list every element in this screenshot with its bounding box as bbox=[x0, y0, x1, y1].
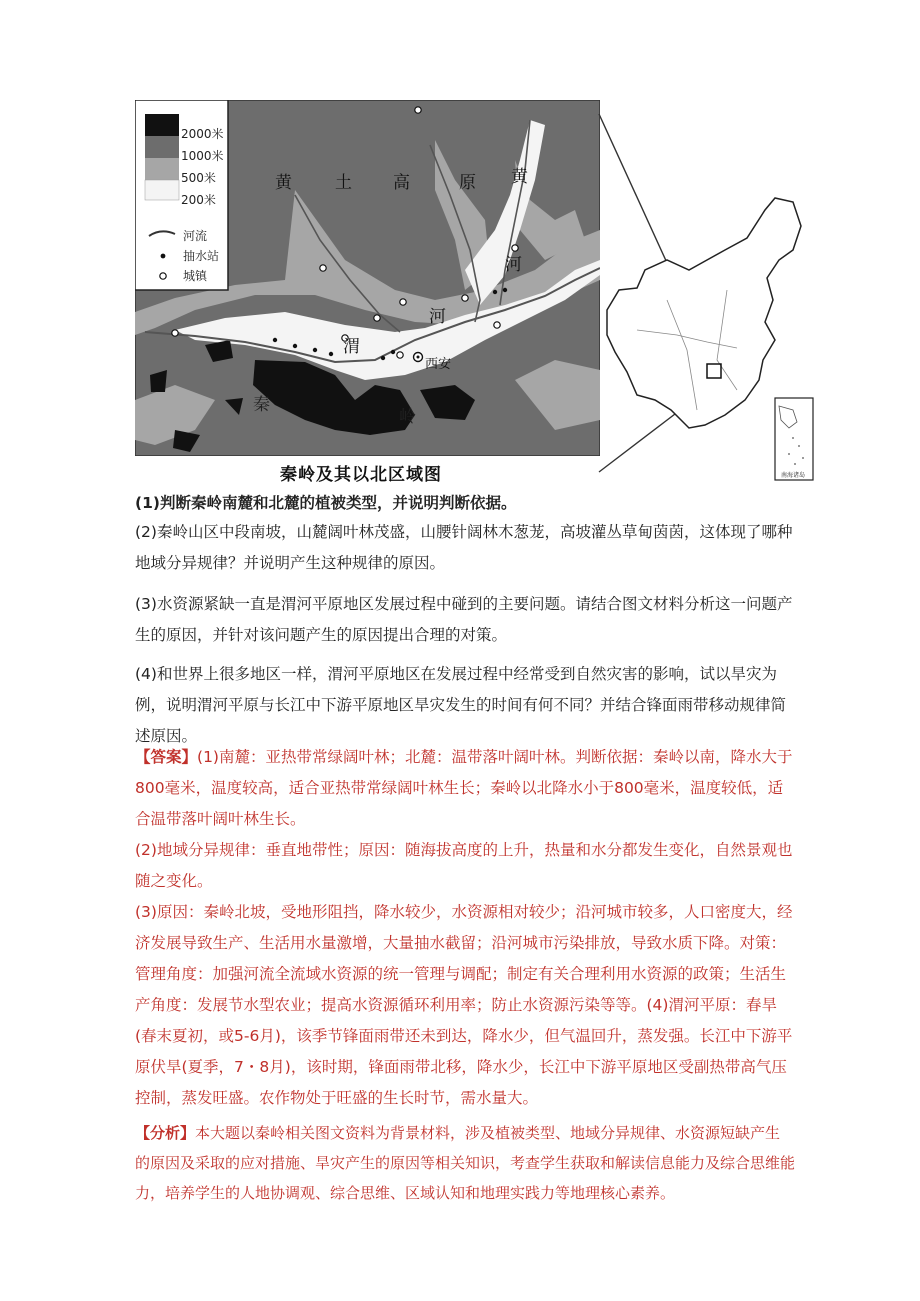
label-huanghe-2: 河 bbox=[505, 255, 522, 275]
question-3: (3)水资源紧缺一直是渭河平原地区发展过程中碰到的主要问题。请结合图文材料分析这一问题产生的原因，并针对该问题产生的原因提出合理的对策。 bbox=[135, 595, 793, 644]
label-yuan: 原 bbox=[459, 173, 476, 193]
answer-p1 bbox=[135, 742, 795, 835]
label-weihe-he: 河 bbox=[429, 307, 446, 327]
legend-200: 200米 bbox=[181, 193, 216, 207]
legend-1000: 1000米 bbox=[181, 149, 224, 163]
label-tu: 土 bbox=[335, 173, 352, 193]
label-qin: 秦 bbox=[253, 395, 270, 415]
map-caption: 秦岭及其以北区域图 bbox=[280, 465, 442, 485]
analysis-block bbox=[135, 1118, 795, 1208]
legend-2000: 2000米 bbox=[181, 127, 224, 141]
legend-river: 河流 bbox=[183, 229, 208, 243]
label-huanghe-1: 黄 bbox=[511, 167, 528, 187]
label-ling: 岭 bbox=[399, 407, 416, 427]
analysis-label: 【分析】 bbox=[135, 1124, 196, 1142]
qinling-region-map bbox=[135, 100, 600, 456]
answer-p3: (3)原因：秦岭北坡，受地形阻挡，降水较少，水资源相对较少；沿河城市较多，人口密度大，经济发展导致生产、生活用水量激增，大量抽水截留；沿河城市污染排放，导致水质下降。对策：管理角度：加强河流全流域水资源的统一管理与调配；制定有关合理利用水资源的政策；生活生产角度：发展节水型农业；提高水资源循环利用率；防止水资源污染等等。(4)渭河平原：春旱(春末夏初，或5-6月)，该季节锋面雨带还未到达，降水少，但气温回升，蒸发强。长江中下游平原伏旱(夏季，7・8月)，该时期，锋面雨带北移，降水少，长江中下游平原地区受副热带高气压控制，蒸发旺盛。农作物处于旺盛的生长时节，需水量大。 bbox=[135, 903, 793, 1107]
answer-block bbox=[135, 742, 795, 1114]
question-4: (4)和世界上很多地区一样，渭河平原地区在发展过程中经常受到自然灾害的影响，试以旱灾为例，说明渭河平原与长江中下游平原地区旱灾发生的时间有何不同？并结合锋面雨带移动规律简述原因。 bbox=[135, 665, 787, 745]
legend-station: 抽水站 bbox=[183, 249, 220, 263]
question-1: (1)判断秦岭南麓和北麓的植被类型，并说明判断依据。 bbox=[135, 494, 517, 512]
answer-text-1: (1)南麓：亚热带常绿阔叶林；北麓：温带落叶阔叶林。判断依据：秦岭以南，降水大于800毫米，温度较高，适合亚热带常绿阔叶林生长；秦岭以北降水小于800毫米，温度较低，适合温带落叶阔叶林生长。 bbox=[135, 748, 793, 828]
question-2: (2)秦岭山区中段南坡，山麓阔叶林茂盛，山腰针阔林木葱茏，高坡灌丛草甸茵茵，这体现了哪种地域分异规律？并说明产生这种规律的原因。 bbox=[135, 523, 793, 572]
label-gao: 高 bbox=[393, 173, 410, 193]
answer-p2: (2)地域分异规律：垂直地带性；原因：随海拔高度的上升，热量和水分都发生变化，自然景观也随之变化。 bbox=[135, 841, 793, 890]
inset-label: 南海诸岛 bbox=[781, 472, 806, 479]
china-locator-map bbox=[597, 110, 825, 485]
legend-500: 500米 bbox=[181, 171, 216, 185]
legend-town: 城镇 bbox=[183, 269, 208, 283]
analysis-text: 本大题以秦岭相关图文资料为背景材料，涉及植被类型、地域分异规律、水资源短缺产生的原因及采取的应对措施、旱灾产生的原因等相关知识，考查学生获取和解读信息能力及综合思维能力，培养学生的人地协调观、综合思维、区域认知和地理实践力等地理核心素养。 bbox=[135, 1124, 796, 1202]
label-huang: 黄 bbox=[275, 173, 292, 193]
answer-label: 【答案】 bbox=[135, 748, 198, 766]
map-figure bbox=[135, 100, 825, 495]
label-wei: 渭 bbox=[343, 337, 360, 357]
label-xian: 西安 bbox=[425, 357, 452, 372]
